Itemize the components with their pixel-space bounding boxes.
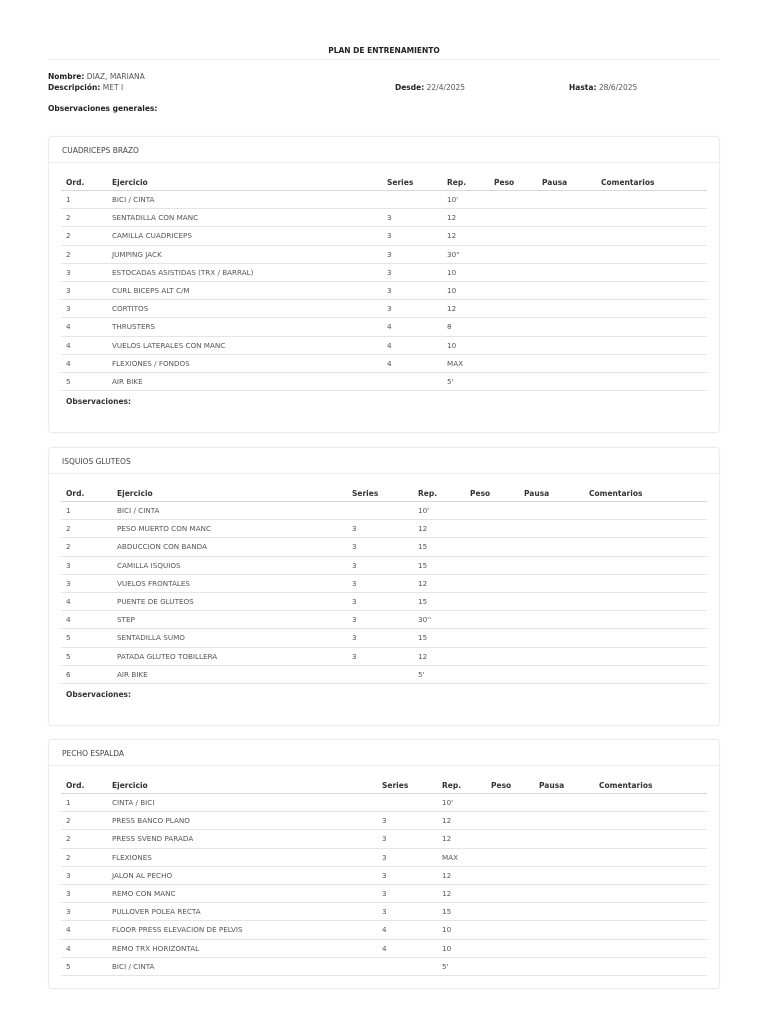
column-header: Ejercicio: [112, 781, 148, 790]
table-row: [61, 867, 707, 885]
column-header: Pausa: [524, 489, 550, 498]
table-cell: 3: [352, 542, 357, 552]
table-row: [61, 538, 707, 556]
table-cell: 3: [387, 304, 392, 314]
table-row: [61, 794, 707, 812]
table-cell: 5': [418, 669, 425, 679]
column-header: Pausa: [542, 178, 568, 187]
exercise-table: [61, 474, 707, 699]
table-cell: 15: [418, 596, 428, 606]
table-row: [61, 575, 707, 593]
column-header: Series: [387, 178, 414, 187]
table-cell: REMO TRX HORIZONTAL: [112, 943, 200, 953]
table-cell: VUELOS FRONTALES: [117, 578, 190, 588]
table-cell: 3: [387, 267, 392, 277]
table-row: [61, 300, 707, 318]
table-cell: 5: [66, 376, 71, 386]
table-cell: JALON AL PECHO: [112, 870, 173, 880]
table-cell: 3: [66, 267, 71, 277]
table-cell: 3: [66, 888, 71, 898]
table-row: [61, 921, 707, 939]
hasta-field: [569, 83, 637, 92]
section-title: ISQUIOS GLUTEOS: [49, 448, 719, 474]
table-cell: 12: [447, 304, 457, 314]
table-cell: 10': [442, 798, 454, 807]
table-cell: 1: [66, 798, 71, 807]
table-cell: 10: [447, 285, 457, 295]
table-cell: 15: [418, 633, 428, 643]
table-cell: CURL BICEPS ALT C/M: [112, 285, 190, 295]
table-cell: 12: [418, 524, 428, 534]
section-title: CUADRICEPS BRAZO: [49, 137, 719, 163]
table-row: [61, 227, 707, 245]
descripcion-label: Descripción:: [48, 83, 101, 92]
nombre-label: Nombre:: [48, 72, 85, 81]
table-cell: 3: [382, 907, 387, 917]
table-row: [61, 209, 707, 227]
table-cell: 3: [382, 816, 387, 826]
column-header: Peso: [470, 489, 491, 498]
table-cell: 12: [418, 651, 428, 661]
column-header: Rep.: [442, 781, 462, 790]
table-cell: SENTADILLA CON MANC: [112, 213, 199, 223]
table-cell: 2: [66, 213, 71, 223]
table-header-row: [61, 766, 707, 794]
table-cell: CINTA / BICI: [112, 798, 155, 807]
table-cell: 30'': [418, 615, 432, 625]
table-cell: 3: [387, 285, 392, 295]
table-cell: 1: [66, 195, 71, 204]
table-cell: 4: [382, 925, 387, 935]
table-cell: 15: [418, 560, 428, 570]
table-cell: 4: [66, 322, 71, 332]
table-cell: 4: [66, 925, 71, 935]
table-cell: 10: [447, 267, 457, 277]
table-cell: MAX: [442, 852, 459, 862]
table-row: [61, 318, 707, 336]
column-header: Ord.: [66, 489, 85, 498]
table-cell: 3: [352, 651, 357, 661]
table-cell: 4: [382, 943, 387, 953]
table-cell: PESO MUERTO CON MANC: [117, 524, 212, 534]
table-cell: SENTADILLA SUMO: [117, 633, 185, 643]
table-cell: 12: [442, 816, 452, 826]
table-cell: 10: [447, 340, 457, 350]
table-row: [61, 337, 707, 355]
column-header: Pausa: [539, 781, 565, 790]
table-cell: MAX: [447, 358, 464, 368]
table-row: [61, 520, 707, 538]
page-title: PLAN DE ENTRENAMIENTO: [328, 46, 440, 55]
column-header: Rep.: [447, 178, 467, 187]
table-row: [61, 246, 707, 264]
table-cell: 4: [387, 358, 392, 368]
table-cell: BICI / CINTA: [112, 195, 155, 204]
table-cell: 12: [447, 213, 457, 223]
table-cell: FLEXIONES / FONDOS: [112, 358, 190, 368]
table-cell: 5: [66, 651, 71, 661]
section-card: [48, 136, 720, 433]
table-cell: THRUSTERS: [112, 322, 156, 332]
table-cell: FLEXIONES: [112, 852, 152, 862]
table-cell: 3: [387, 231, 392, 241]
table-cell: 3: [382, 870, 387, 880]
table-cell: CAMILLA ISQUIOS: [117, 560, 181, 570]
observaciones-label: Observaciones:: [66, 397, 132, 407]
column-header: Comentarios: [599, 781, 653, 790]
table-cell: 2: [66, 249, 71, 259]
table-cell: 2: [66, 834, 71, 844]
column-header: Ejercicio: [112, 178, 148, 187]
table-row: [61, 885, 707, 903]
descripcion-value: MET I: [102, 83, 124, 92]
table-cell: 4: [66, 615, 71, 625]
table-cell: 6: [66, 669, 71, 679]
table-cell: 12: [442, 888, 452, 898]
table-cell: 3: [382, 852, 387, 862]
table-cell: 3: [66, 304, 71, 314]
table-cell: 3: [382, 834, 387, 844]
table-cell: 3: [352, 578, 357, 588]
nombre-field: [48, 72, 145, 81]
table-cell: JUMPING JACK: [112, 249, 162, 259]
table-row: [61, 282, 707, 300]
table-cell: 4: [387, 322, 392, 332]
section-card: [48, 447, 720, 726]
descripcion-field: [48, 83, 123, 92]
table-row: [61, 191, 707, 209]
exercise-table: [61, 766, 707, 976]
nombre-value: DIAZ, MARIANA: [86, 72, 145, 81]
desde-value: 22/4/2025: [426, 83, 466, 92]
table-row: [61, 611, 707, 629]
table-cell: 12: [442, 870, 452, 880]
table-row: [61, 502, 707, 520]
table-cell: 3: [387, 213, 392, 223]
section-card: [48, 739, 720, 989]
column-header: Comentarios: [589, 489, 643, 498]
table-cell: AIR BIKE: [112, 376, 143, 386]
table-cell: BICI / CINTA: [112, 961, 155, 971]
table-cell: 3: [352, 615, 357, 625]
table-cell: 4: [66, 596, 71, 606]
table-row: [61, 940, 707, 958]
table-cell: 3: [66, 560, 71, 570]
table-cell: 4: [66, 358, 71, 368]
table-row: [61, 903, 707, 921]
table-cell: PUENTE DE GLUTEOS: [117, 596, 194, 606]
table-cell: 3: [66, 870, 71, 880]
table-cell: ESTOCADAS ASISTIDAS (TRX / BARRAL): [112, 267, 254, 277]
table-cell: 3: [66, 578, 71, 588]
table-cell: 4: [66, 943, 71, 953]
table-row: [61, 373, 707, 391]
table-cell: 1: [66, 506, 71, 515]
table-cell: CORTITOS: [112, 304, 149, 314]
table-cell: REMO CON MANC: [112, 888, 176, 898]
column-header: Peso: [494, 178, 515, 187]
table-cell: 3: [352, 596, 357, 606]
table-cell: PRESS BANCO PLANO: [112, 816, 190, 826]
table-header-row: [61, 474, 707, 502]
table-cell: 2: [66, 542, 71, 552]
table-row: [61, 593, 707, 611]
table-cell: ABDUCCION CON BANDA: [117, 542, 208, 552]
table-row: [61, 958, 707, 976]
table-cell: 3: [66, 285, 71, 295]
table-cell: 3: [352, 633, 357, 643]
observaciones-generales-label: Observaciones generales:: [48, 104, 158, 113]
column-header: Series: [352, 489, 379, 498]
table-cell: 2: [66, 852, 71, 862]
table-cell: 8: [447, 322, 452, 332]
table-cell: FLOOR PRESS ELEVACION DE PELVIS: [112, 925, 243, 935]
hasta-value: 28/6/2025: [598, 83, 638, 92]
hasta-label: Hasta:: [569, 83, 597, 92]
column-header: Peso: [491, 781, 512, 790]
table-cell: 5': [447, 376, 454, 386]
table-cell: 4: [387, 340, 392, 350]
table-row: [61, 264, 707, 282]
table-cell: 2: [66, 231, 71, 241]
table-cell: AIR BIKE: [117, 669, 148, 679]
column-header: Ejercicio: [117, 489, 153, 498]
table-cell: 2: [66, 816, 71, 826]
table-cell: 12: [418, 578, 428, 588]
table-cell: 15: [418, 542, 428, 552]
table-cell: 5: [66, 633, 71, 643]
table-cell: 5: [66, 961, 71, 971]
table-row: [61, 666, 707, 684]
table-cell: PULLOVER POLEA RECTA: [112, 907, 201, 917]
table-cell: 5': [442, 961, 449, 971]
table-cell: 30": [447, 249, 460, 259]
table-cell: 12: [447, 231, 457, 241]
table-cell: 10: [442, 925, 452, 935]
column-header: Rep.: [418, 489, 438, 498]
title-divider: [48, 59, 720, 60]
table-row: [61, 557, 707, 575]
table-row: [61, 355, 707, 373]
observaciones-label: Observaciones:: [66, 689, 132, 699]
table-cell: 10': [418, 506, 430, 515]
observaciones-generales: [48, 104, 157, 113]
table-cell: 3: [382, 888, 387, 898]
table-cell: STEP: [117, 615, 135, 625]
table-row: [61, 849, 707, 867]
table-cell: PATADA GLUTEO TOBILLERA: [117, 651, 218, 661]
section-title: PECHO ESPALDA: [49, 740, 719, 766]
table-cell: 3: [352, 524, 357, 534]
column-header: Series: [382, 781, 409, 790]
table-cell: PRESS SVEND PARADA: [112, 834, 194, 844]
table-row: [61, 648, 707, 666]
table-cell: BICI / CINTA: [117, 506, 160, 515]
table-cell: 3: [387, 249, 392, 259]
table-cell: 10: [442, 943, 452, 953]
table-row: [61, 629, 707, 647]
table-row: [61, 812, 707, 830]
desde-field: [395, 83, 465, 92]
table-cell: 10': [447, 195, 459, 204]
column-header: Ord.: [66, 178, 85, 187]
table-cell: VUELOS LATERALES CON MANC: [112, 340, 226, 350]
table-cell: 4: [66, 340, 71, 350]
exercise-table: [61, 163, 707, 406]
table-row: [61, 830, 707, 848]
column-header: Comentarios: [601, 178, 655, 187]
table-header-row: [61, 163, 707, 191]
table-cell: 12: [442, 834, 452, 844]
column-header: Ord.: [66, 781, 85, 790]
table-cell: 3: [352, 560, 357, 570]
table-cell: CAMILLA CUADRICEPS: [112, 231, 192, 241]
desde-label: Desde:: [395, 83, 425, 92]
table-cell: 2: [66, 524, 71, 534]
table-cell: 3: [66, 907, 71, 917]
table-cell: 15: [442, 907, 452, 917]
